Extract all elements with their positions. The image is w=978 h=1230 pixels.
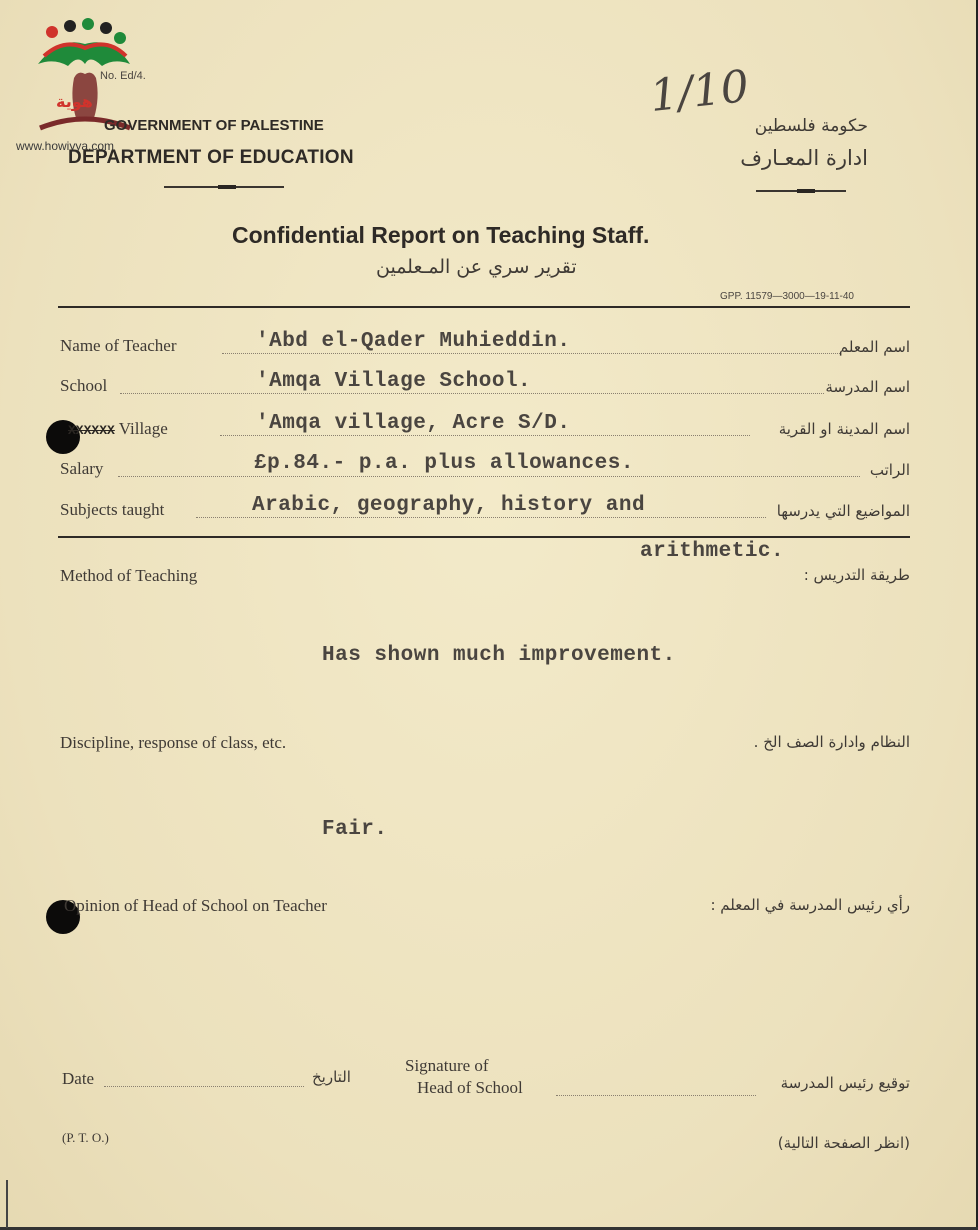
section-label-ar: طريقة التدريس : bbox=[803, 566, 910, 584]
government-title-ar: حكومة فلسطين bbox=[754, 116, 868, 136]
section-value: Fair. bbox=[322, 818, 388, 841]
field-label-ar: اسم المدينة او القرية bbox=[778, 420, 910, 438]
section-label: Method of Teaching bbox=[60, 566, 198, 585]
field-label: Name of Teacher bbox=[60, 336, 177, 355]
section-label: Discipline, response of class, etc. bbox=[60, 733, 287, 752]
logo-arabic-text: هوية bbox=[56, 92, 93, 111]
top-divider bbox=[58, 306, 910, 308]
report-title-ar: تقرير سري عن المـعلمين bbox=[376, 256, 577, 278]
signature-label-ar: توقيع رئيس المدرسة bbox=[780, 1074, 910, 1092]
department-title: DEPARTMENT OF EDUCATION bbox=[68, 147, 354, 168]
field-label: Subjects taught bbox=[60, 500, 165, 519]
header-rule-left bbox=[164, 186, 284, 188]
date-label-ar: التاريخ bbox=[312, 1068, 351, 1086]
scan-edge-left-mark bbox=[6, 1180, 8, 1228]
field-value: 'Amqa village, Acre S/D. bbox=[256, 412, 571, 435]
field-value: 'Amqa Village School. bbox=[256, 370, 532, 393]
form-number: No. Ed/4. bbox=[100, 70, 146, 82]
field-value: £p.84.- p.a. plus allowances. bbox=[254, 452, 634, 475]
print-reference: GPP. 11579—3000—19-11-40 bbox=[720, 291, 854, 302]
field-value: 'Abd el-Qader Muhieddin. bbox=[256, 330, 571, 353]
signature-label-line1: Signature of bbox=[405, 1056, 489, 1075]
field-label-ar: الراتب bbox=[869, 461, 910, 479]
handwritten-number: 1/10 bbox=[647, 60, 752, 123]
section-value: Has shown much improvement. bbox=[322, 644, 676, 667]
header-rule-right bbox=[756, 190, 846, 192]
field-label: Salary bbox=[60, 459, 104, 478]
field-label: School bbox=[60, 376, 108, 395]
fields-divider bbox=[58, 536, 910, 538]
section-label: Opinion of Head of School on Teacher bbox=[64, 896, 327, 915]
field-value: Arabic, geography, history and bbox=[252, 494, 646, 517]
department-title-ar: ادارة المعـارف bbox=[740, 146, 868, 170]
government-title: GOVERNMENT OF PALESTINE bbox=[104, 117, 324, 134]
watermark-url: www.howiyya.com bbox=[16, 139, 115, 153]
field-label-ar: اسم المعلم bbox=[838, 338, 910, 356]
signature-label-line2: Head of School bbox=[417, 1078, 523, 1097]
section-label-ar: النظام وادارة الصف الخ . bbox=[753, 733, 910, 751]
subjects-continued: arithmetic. bbox=[640, 540, 785, 563]
section-label-ar: رأي رئيس المدرسة في المعلم : bbox=[710, 896, 910, 914]
report-title: Confidential Report on Teaching Staff. bbox=[232, 222, 650, 248]
field-label: XXXXXX Village bbox=[68, 419, 168, 438]
date-label: Date bbox=[62, 1069, 95, 1088]
pto-label-ar: (انظر الصفحة التالية) bbox=[777, 1134, 910, 1152]
field-label-ar: اسم المدرسة bbox=[825, 378, 910, 396]
field-label-ar: المواضيع التي يدرسها bbox=[776, 502, 910, 520]
pto-label: (P. T. O.) bbox=[62, 1130, 109, 1145]
